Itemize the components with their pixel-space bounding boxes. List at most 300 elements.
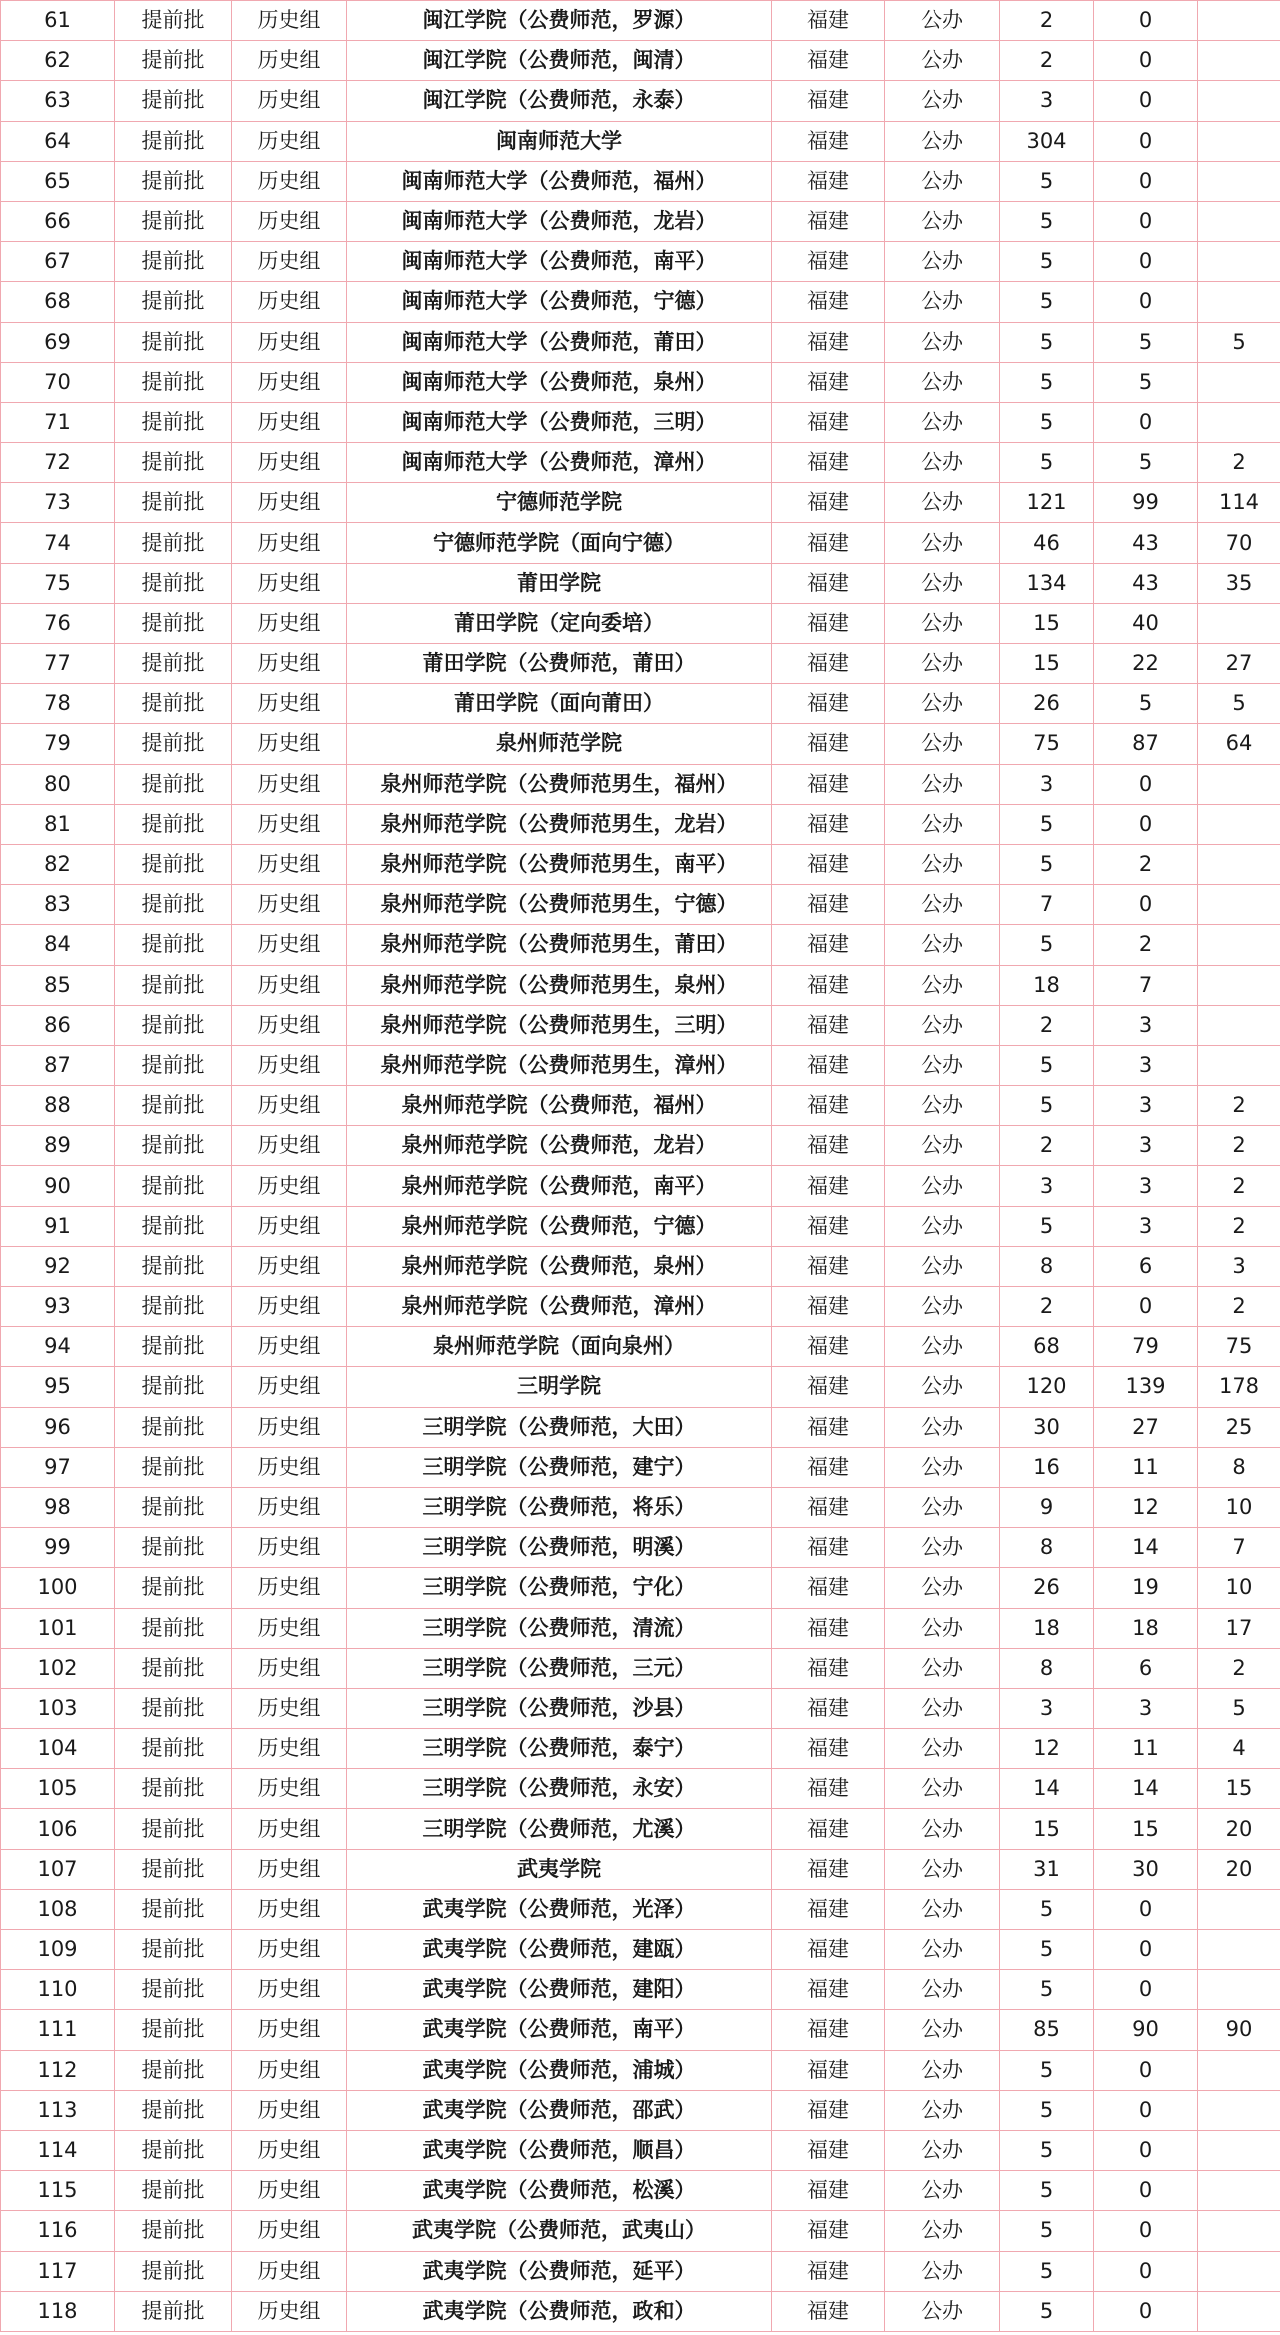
batch-cell: 提前批 [115,2251,232,2291]
count-3-cell [1198,885,1280,925]
batch-cell: 提前批 [115,1086,232,1126]
school-name-cell: 莆田学院 [347,563,772,603]
subject-group-cell: 历史组 [232,1849,347,1889]
school-type-cell: 公办 [885,483,1000,523]
batch-cell: 提前批 [115,1769,232,1809]
school-name-cell: 武夷学院（公费师范，浦城） [347,2050,772,2090]
count-3-cell [1198,2171,1280,2211]
row-number-cell: 65 [1,161,115,201]
plan-count-cell: 26 [1000,684,1094,724]
count-2-cell: 0 [1094,2130,1198,2170]
count-2-cell: 3 [1094,1086,1198,1126]
school-type-cell: 公办 [885,1769,1000,1809]
table-row [1,1407,1280,1447]
count-2-cell: 12 [1094,1487,1198,1527]
subject-group-cell: 历史组 [232,965,347,1005]
table-row [1,1568,1280,1608]
row-number-cell: 87 [1,1045,115,1085]
province-cell: 福建 [772,41,885,81]
province-cell: 福建 [772,2291,885,2331]
school-type-cell: 公办 [885,121,1000,161]
row-number-cell: 75 [1,563,115,603]
province-cell: 福建 [772,322,885,362]
count-3-cell [1198,1005,1280,1045]
count-2-cell: 6 [1094,1648,1198,1688]
province-cell: 福建 [772,1005,885,1045]
table-row [1,1648,1280,1688]
school-name-cell: 莆田学院（定向委培） [347,603,772,643]
batch-cell: 提前批 [115,1206,232,1246]
row-number-cell: 76 [1,603,115,643]
row-number-cell: 69 [1,322,115,362]
batch-cell: 提前批 [115,81,232,121]
subject-group-cell: 历史组 [232,2171,347,2211]
school-type-cell: 公办 [885,1,1000,41]
count-3-cell: 75 [1198,1327,1280,1367]
batch-cell: 提前批 [115,161,232,201]
table-row [1,1447,1280,1487]
plan-count-cell: 5 [1000,322,1094,362]
province-cell: 福建 [772,1568,885,1608]
province-cell: 福建 [772,2130,885,2170]
school-type-cell: 公办 [885,41,1000,81]
province-cell: 福建 [772,1126,885,1166]
school-type-cell: 公办 [885,644,1000,684]
school-name-cell: 闽南师范大学（公费师范，三明） [347,402,772,442]
plan-count-cell: 2 [1000,41,1094,81]
school-type-cell: 公办 [885,804,1000,844]
school-name-cell: 泉州师范学院（公费师范男生，泉州） [347,965,772,1005]
table-row [1,1729,1280,1769]
count-2-cell: 5 [1094,443,1198,483]
school-type-cell: 公办 [885,684,1000,724]
school-name-cell: 闽南师范大学（公费师范，南平） [347,242,772,282]
count-2-cell: 0 [1094,41,1198,81]
count-2-cell: 0 [1094,804,1198,844]
row-number-cell: 64 [1,121,115,161]
school-name-cell: 武夷学院（公费师范，建阳） [347,1970,772,2010]
school-type-cell: 公办 [885,1045,1000,1085]
subject-group-cell: 历史组 [232,41,347,81]
row-number-cell: 107 [1,1849,115,1889]
row-number-cell: 94 [1,1327,115,1367]
table-row [1,1528,1280,1568]
table-row [1,764,1280,804]
subject-group-cell: 历史组 [232,1246,347,1286]
subject-group-cell: 历史组 [232,1930,347,1970]
batch-cell: 提前批 [115,1367,232,1407]
province-cell: 福建 [772,1809,885,1849]
province-cell: 福建 [772,1287,885,1327]
school-name-cell: 泉州师范学院（公费师范男生，莆田） [347,925,772,965]
school-type-cell: 公办 [885,322,1000,362]
table-row [1,443,1280,483]
table-row [1,483,1280,523]
plan-count-cell: 8 [1000,1648,1094,1688]
count-3-cell [1198,1045,1280,1085]
subject-group-cell: 历史组 [232,724,347,764]
count-3-cell [1198,201,1280,241]
row-number-cell: 108 [1,1889,115,1929]
batch-cell: 提前批 [115,41,232,81]
plan-count-cell: 5 [1000,1930,1094,1970]
plan-count-cell: 5 [1000,925,1094,965]
row-number-cell: 92 [1,1246,115,1286]
count-2-cell: 0 [1094,2211,1198,2251]
table-row [1,1,1280,41]
plan-count-cell: 5 [1000,2211,1094,2251]
plan-count-cell: 12 [1000,1729,1094,1769]
plan-count-cell: 14 [1000,1769,1094,1809]
school-name-cell: 泉州师范学院（公费师范，南平） [347,1166,772,1206]
batch-cell: 提前批 [115,684,232,724]
count-2-cell: 0 [1094,161,1198,201]
count-2-cell: 14 [1094,1528,1198,1568]
count-2-cell: 0 [1094,764,1198,804]
count-2-cell: 0 [1094,1930,1198,1970]
batch-cell: 提前批 [115,2010,232,2050]
plan-count-cell: 5 [1000,282,1094,322]
province-cell: 福建 [772,1166,885,1206]
table-row [1,2251,1280,2291]
plan-count-cell: 18 [1000,965,1094,1005]
row-number-cell: 82 [1,844,115,884]
count-2-cell: 0 [1094,1287,1198,1327]
row-number-cell: 113 [1,2090,115,2130]
school-type-cell: 公办 [885,2130,1000,2170]
subject-group-cell: 历史组 [232,2251,347,2291]
table-row [1,1688,1280,1728]
province-cell: 福建 [772,242,885,282]
batch-cell: 提前批 [115,1729,232,1769]
school-name-cell: 武夷学院（公费师范，顺昌） [347,2130,772,2170]
count-3-cell [1198,2211,1280,2251]
count-2-cell: 2 [1094,844,1198,884]
table-row [1,2211,1280,2251]
batch-cell: 提前批 [115,885,232,925]
table-row [1,1930,1280,1970]
subject-group-cell: 历史组 [232,161,347,201]
plan-count-cell: 2 [1000,1126,1094,1166]
count-2-cell: 90 [1094,2010,1198,2050]
count-2-cell: 19 [1094,1568,1198,1608]
count-3-cell: 2 [1198,1086,1280,1126]
subject-group-cell: 历史组 [232,1086,347,1126]
subject-group-cell: 历史组 [232,322,347,362]
plan-count-cell: 5 [1000,2251,1094,2291]
province-cell: 福建 [772,81,885,121]
batch-cell: 提前批 [115,362,232,402]
province-cell: 福建 [772,1528,885,1568]
row-number-cell: 77 [1,644,115,684]
count-2-cell: 5 [1094,322,1198,362]
plan-count-cell: 5 [1000,2050,1094,2090]
school-name-cell: 武夷学院（公费师范，邵武） [347,2090,772,2130]
row-number-cell: 104 [1,1729,115,1769]
row-number-cell: 117 [1,2251,115,2291]
subject-group-cell: 历史组 [232,1970,347,2010]
row-number-cell: 111 [1,2010,115,2050]
count-2-cell: 3 [1094,1045,1198,1085]
count-2-cell: 18 [1094,1608,1198,1648]
batch-cell: 提前批 [115,483,232,523]
table-row [1,201,1280,241]
plan-count-cell: 15 [1000,644,1094,684]
plan-count-cell: 7 [1000,885,1094,925]
count-2-cell: 0 [1094,2291,1198,2331]
batch-cell: 提前批 [115,1970,232,2010]
school-type-cell: 公办 [885,1528,1000,1568]
school-name-cell: 武夷学院（公费师范，武夷山） [347,2211,772,2251]
count-2-cell: 0 [1094,2251,1198,2291]
school-name-cell: 闽江学院（公费师范，闽清） [347,41,772,81]
row-number-cell: 109 [1,1930,115,1970]
school-name-cell: 闽南师范大学（公费师范，漳州） [347,443,772,483]
table-row [1,804,1280,844]
province-cell: 福建 [772,2090,885,2130]
subject-group-cell: 历史组 [232,483,347,523]
province-cell: 福建 [772,483,885,523]
count-3-cell: 17 [1198,1608,1280,1648]
count-3-cell [1198,2291,1280,2331]
province-cell: 福建 [772,925,885,965]
row-number-cell: 116 [1,2211,115,2251]
school-type-cell: 公办 [885,2050,1000,2090]
count-3-cell: 90 [1198,2010,1280,2050]
plan-count-cell: 3 [1000,1166,1094,1206]
row-number-cell: 102 [1,1648,115,1688]
plan-count-cell: 2 [1000,1005,1094,1045]
school-type-cell: 公办 [885,2090,1000,2130]
school-type-cell: 公办 [885,1568,1000,1608]
batch-cell: 提前批 [115,603,232,643]
count-3-cell [1198,402,1280,442]
table-row [1,1849,1280,1889]
plan-count-cell: 8 [1000,1528,1094,1568]
row-number-cell: 74 [1,523,115,563]
table-row [1,1487,1280,1527]
school-name-cell: 泉州师范学院（公费师范，泉州） [347,1246,772,1286]
count-2-cell: 87 [1094,724,1198,764]
row-number-cell: 103 [1,1688,115,1728]
school-type-cell: 公办 [885,844,1000,884]
plan-count-cell: 18 [1000,1608,1094,1648]
school-name-cell: 泉州师范学院（公费师范男生，南平） [347,844,772,884]
count-3-cell [1198,925,1280,965]
plan-count-cell: 5 [1000,1889,1094,1929]
batch-cell: 提前批 [115,2130,232,2170]
count-3-cell [1198,1970,1280,2010]
table-row [1,2090,1280,2130]
count-2-cell: 0 [1094,402,1198,442]
subject-group-cell: 历史组 [232,1729,347,1769]
plan-count-cell: 304 [1000,121,1094,161]
row-number-cell: 101 [1,1608,115,1648]
province-cell: 福建 [772,1648,885,1688]
school-name-cell: 三明学院（公费师范，大田） [347,1407,772,1447]
plan-count-cell: 26 [1000,1568,1094,1608]
row-number-cell: 118 [1,2291,115,2331]
row-number-cell: 78 [1,684,115,724]
table-row [1,1246,1280,1286]
province-cell: 福建 [772,1447,885,1487]
batch-cell: 提前批 [115,1487,232,1527]
table-row [1,1086,1280,1126]
table-row [1,925,1280,965]
subject-group-cell: 历史组 [232,282,347,322]
count-2-cell: 0 [1094,885,1198,925]
count-3-cell [1198,81,1280,121]
table-row [1,362,1280,402]
row-number-cell: 90 [1,1166,115,1206]
subject-group-cell: 历史组 [232,1287,347,1327]
subject-group-cell: 历史组 [232,1407,347,1447]
school-type-cell: 公办 [885,1327,1000,1367]
row-number-cell: 91 [1,1206,115,1246]
school-type-cell: 公办 [885,1889,1000,1929]
province-cell: 福建 [772,644,885,684]
subject-group-cell: 历史组 [232,121,347,161]
province-cell: 福建 [772,1407,885,1447]
school-name-cell: 三明学院（公费师范，将乐） [347,1487,772,1527]
table-row [1,563,1280,603]
school-type-cell: 公办 [885,362,1000,402]
school-name-cell: 闽南师范大学（公费师范，莆田） [347,322,772,362]
batch-cell: 提前批 [115,402,232,442]
school-name-cell: 宁德师范学院 [347,483,772,523]
school-type-cell: 公办 [885,2211,1000,2251]
school-type-cell: 公办 [885,1930,1000,1970]
province-cell: 福建 [772,1487,885,1527]
school-type-cell: 公办 [885,563,1000,603]
count-3-cell: 5 [1198,1688,1280,1728]
count-3-cell [1198,804,1280,844]
count-3-cell: 2 [1198,443,1280,483]
school-type-cell: 公办 [885,81,1000,121]
school-type-cell: 公办 [885,2171,1000,2211]
count-2-cell: 99 [1094,483,1198,523]
count-2-cell: 11 [1094,1729,1198,1769]
table-row [1,121,1280,161]
school-type-cell: 公办 [885,1086,1000,1126]
province-cell: 福建 [772,1327,885,1367]
count-3-cell: 70 [1198,523,1280,563]
subject-group-cell: 历史组 [232,764,347,804]
row-number-cell: 70 [1,362,115,402]
count-2-cell: 0 [1094,242,1198,282]
subject-group-cell: 历史组 [232,1889,347,1929]
school-name-cell: 莆田学院（面向莆田） [347,684,772,724]
plan-count-cell: 5 [1000,1206,1094,1246]
count-2-cell: 3 [1094,1126,1198,1166]
batch-cell: 提前批 [115,844,232,884]
province-cell: 福建 [772,2211,885,2251]
school-name-cell: 闽南师范大学（公费师范，龙岩） [347,201,772,241]
school-name-cell: 三明学院（公费师范，三元） [347,1648,772,1688]
province-cell: 福建 [772,1045,885,1085]
plan-count-cell: 5 [1000,1970,1094,2010]
count-3-cell [1198,161,1280,201]
school-type-cell: 公办 [885,1487,1000,1527]
batch-cell: 提前批 [115,644,232,684]
plan-count-cell: 3 [1000,1688,1094,1728]
table-row [1,161,1280,201]
school-type-cell: 公办 [885,1849,1000,1889]
row-number-cell: 71 [1,402,115,442]
plan-count-cell: 3 [1000,764,1094,804]
subject-group-cell: 历史组 [232,443,347,483]
row-number-cell: 62 [1,41,115,81]
school-name-cell: 泉州师范学院（公费师范男生，漳州） [347,1045,772,1085]
province-cell: 福建 [772,1729,885,1769]
row-number-cell: 66 [1,201,115,241]
count-2-cell: 7 [1094,965,1198,1005]
plan-count-cell: 5 [1000,844,1094,884]
count-2-cell: 0 [1094,1970,1198,2010]
count-3-cell: 2 [1198,1166,1280,1206]
batch-cell: 提前批 [115,2171,232,2211]
count-3-cell [1198,2251,1280,2291]
school-name-cell: 三明学院 [347,1367,772,1407]
table-row [1,1005,1280,1045]
school-type-cell: 公办 [885,1367,1000,1407]
subject-group-cell: 历史组 [232,1648,347,1688]
row-number-cell: 99 [1,1528,115,1568]
school-type-cell: 公办 [885,764,1000,804]
subject-group-cell: 历史组 [232,603,347,643]
school-type-cell: 公办 [885,282,1000,322]
school-type-cell: 公办 [885,1688,1000,1728]
count-2-cell: 30 [1094,1849,1198,1889]
subject-group-cell: 历史组 [232,201,347,241]
plan-count-cell: 5 [1000,201,1094,241]
count-3-cell: 64 [1198,724,1280,764]
school-name-cell: 闽江学院（公费师范，罗源） [347,1,772,41]
school-type-cell: 公办 [885,161,1000,201]
school-type-cell: 公办 [885,1729,1000,1769]
count-3-cell: 2 [1198,1206,1280,1246]
batch-cell: 提前批 [115,965,232,1005]
batch-cell: 提前批 [115,242,232,282]
count-3-cell: 5 [1198,684,1280,724]
plan-count-cell: 85 [1000,2010,1094,2050]
row-number-cell: 105 [1,1769,115,1809]
plan-count-cell: 8 [1000,1246,1094,1286]
batch-cell: 提前批 [115,1608,232,1648]
table-row [1,885,1280,925]
subject-group-cell: 历史组 [232,1447,347,1487]
subject-group-cell: 历史组 [232,1688,347,1728]
school-name-cell: 武夷学院（公费师范，光泽） [347,1889,772,1929]
school-name-cell: 武夷学院 [347,1849,772,1889]
row-number-cell: 110 [1,1970,115,2010]
school-name-cell: 泉州师范学院（公费师范男生，三明） [347,1005,772,1045]
table-row [1,242,1280,282]
count-2-cell: 3 [1094,1206,1198,1246]
province-cell: 福建 [772,684,885,724]
plan-count-cell: 5 [1000,402,1094,442]
count-2-cell: 0 [1094,282,1198,322]
table-row [1,2291,1280,2331]
batch-cell: 提前批 [115,282,232,322]
table-row [1,81,1280,121]
count-2-cell: 40 [1094,603,1198,643]
table-row [1,1809,1280,1849]
subject-group-cell: 历史组 [232,1608,347,1648]
table-row [1,684,1280,724]
province-cell: 福建 [772,282,885,322]
row-number-cell: 89 [1,1126,115,1166]
